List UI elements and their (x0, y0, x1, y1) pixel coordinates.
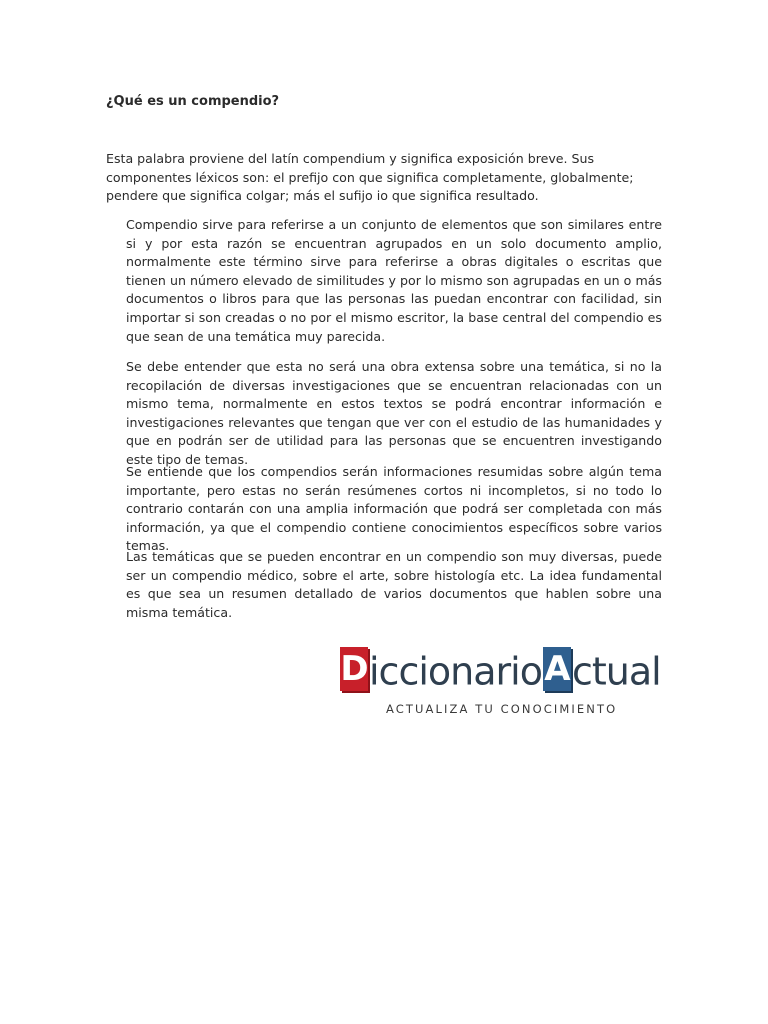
logo-initial-d: D (340, 648, 368, 689)
logo-wordmark (340, 644, 661, 694)
logo-word-2: ctual (571, 649, 661, 694)
document-title: ¿Qué es un compendio? (106, 94, 280, 109)
logo-word-1: iccionario (369, 649, 542, 694)
body-paragraph-2: Se debe entender que esta no será una obra extensa sobre una temática, si no la recopilación de diversas investigaciones que se encuentran relacionadas con un mismo tema, normalmente en estos textos se podrá encontrar información e investigaciones relevantes que tengan que ver con el estudio de las humanidades y que en podrán ser de utilidad para las personas que se encuentren investigando este tipo de temas. (126, 359, 662, 467)
intro-paragraph: Esta palabra proviene del latín compendium y significa exposición breve. Sus componentes léxicos son: el prefijo con que significa completamente, globalmente; pendere que significa colgar; más el sufijo io que significa resultado. (106, 151, 634, 203)
body-paragraph-3: Se entiende que los compendios serán informaciones resumidas sobre algún tema importante, pero estas no serán resúmenes cortos ni incompletos, si no todo lo contrario contarán con una amplia información que podrá ser completada con más información, ya que el compendio contiene conocimientos específicos sobre varios temas. (126, 464, 662, 554)
logo-initial-a: A (544, 648, 570, 689)
diccionario-actual-logo (340, 644, 662, 720)
body-paragraph-4: Las temáticas que se pueden encontrar en un compendio son muy diversas, puede ser un compendio médico, sobre el arte, sobre histología etc. La idea fundamental es que sea un resumen detallado de varios documentos que hablen sobre una misma temática. (126, 549, 662, 620)
logo-tagline: ACTUALIZA TU CONOCIMIENTO (386, 702, 618, 716)
body-paragraph-1: Compendio sirve para referirse a un conjunto de elementos que son similares entre si y por esta razón se encuentran agrupados en un solo documento amplio, normalmente este término sirve para referirse a obras digitales o escritas que tienen un número elevado de similitudes y por lo mismo son agrupadas en un o más documentos o libros para que las personas las puedan encontrar con facilidad, sin importar si son creadas o no por el mismo escritor, la base central del compendio es que sean de una temática muy parecida. (126, 217, 662, 344)
